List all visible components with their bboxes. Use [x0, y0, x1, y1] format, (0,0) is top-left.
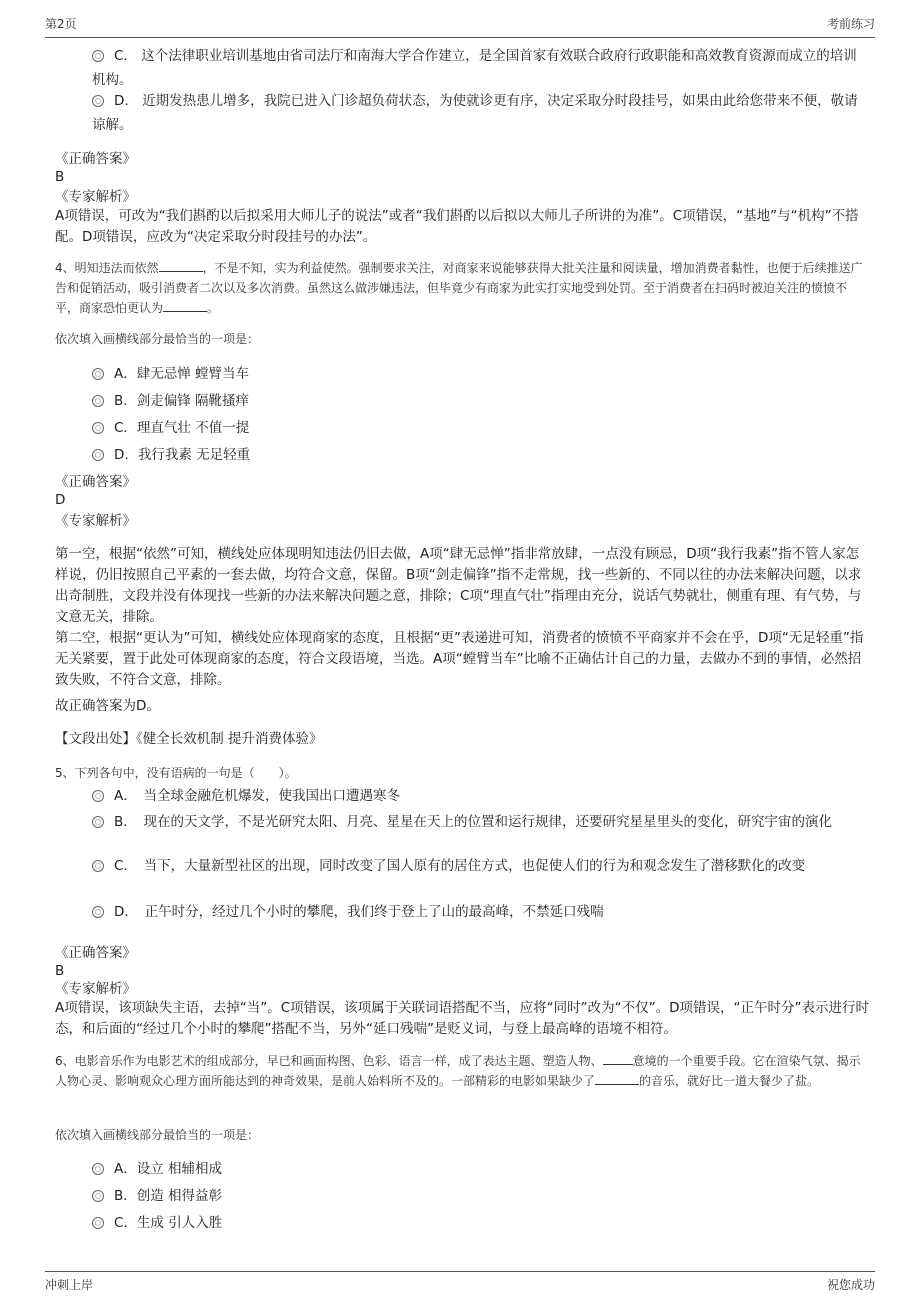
q4-analysis-para2: 第二空，根据“更认为”可知，横线处应体现商家的态度，且根据“更”表递进可知，消费者的愤愤不平商家并不会在乎，D项“无足轻重”指无关紧要，置于此处可体现商家的态度，符合文段语境，当选。A项“螳臂当车”比喻不正确估计自己的力量，去做办不到的事情，必然招致失败，不符合文意，排除。: [55, 630, 864, 688]
q4-option-d[interactable]: D．我行我素 无足轻重: [92, 443, 862, 467]
q3-option-d[interactable]: D. 近期发热患儿增多，我院已进入门诊超负荷状态，为使就诊更有序，决定采取分时段挂号，如果由此给您带来不便，敬请谅解。: [92, 93, 858, 133]
header-category: 考前练习: [826, 17, 875, 31]
q5-option-c[interactable]: C． 当下，大量新型社区的出现，同时改变了国人原有的居住方式，也促使人们的行为和观念发生了潜移默化的改变: [92, 854, 862, 878]
q4-instruction: 依次填入画横线部分最恰当的一项是：: [55, 332, 260, 346]
q5-option-b[interactable]: B． 现在的天文学，不是光研究太阳、月亮、星星在天上的位置和运行规律，还要研究星星里头的变化，研究宇宙的演化: [92, 810, 862, 834]
q4-stem: 4、明知违法而依然 ，不是不知，实为利益使然。强制要求关注，对商家来说能够获得大批关注量和阅读量，增加消费者黏性，也便于后续推送广告和促销活动，吸引消费者二次以及多次消费。虽然这么做涉嫌违法，但毕竟少有商家为此实打实地受到处罚。至于消费者在扫码时被迫关注的愤愤不平，商家恐怕更认为 。: [55, 261, 863, 315]
q5-analysis-label: 《专家解析》: [55, 981, 136, 997]
q4-option-b[interactable]: B．剑走偏锋 隔靴搔痒: [92, 389, 862, 413]
radio-icon[interactable]: [92, 1163, 104, 1175]
q6-stem: 6、电影音乐作为电影艺术的组成部分，早已和画面构图、色彩、语言一样，成了表达主题、塑造人物、 意境的一个重要手段。它在渲染气氛、揭示人物心灵、影响观众心理方面所能达到的神奇效果，是前人始料所不及的。一部精彩的电影如果缺少了 的音乐，就好比一道大餐少了盐。: [55, 1054, 861, 1088]
q6-instruction: 依次填入画横线部分最恰当的一项是：: [55, 1128, 260, 1142]
q4-source: 【文段出处】《健全长效机制 提升消费体验》: [55, 731, 323, 747]
footer-left: 冲刺上岸: [45, 1278, 94, 1292]
q6-option-b[interactable]: B．创造 相得益彰: [92, 1184, 862, 1208]
radio-icon[interactable]: [92, 449, 104, 461]
radio-icon[interactable]: [92, 906, 104, 918]
radio-icon[interactable]: [92, 816, 104, 828]
q4-conclusion: 故正确答案为D。: [55, 698, 160, 714]
q5-answer-label: 《正确答案》: [55, 945, 136, 961]
q3-answer: B: [55, 169, 65, 185]
radio-icon[interactable]: [92, 95, 104, 107]
q5-option-a[interactable]: A． 当全球金融危机爆发，使我国出口遭遇寒冬: [92, 784, 862, 808]
q6-option-c[interactable]: C．生成 引人入胜: [92, 1211, 862, 1235]
footer-right: 祝您成功: [826, 1278, 875, 1292]
q5-stem: 5、下列各句中，没有语病的一句是（ ）。: [55, 766, 297, 780]
q3-option-c[interactable]: C. 这个法律职业培训基地由省司法厅和南海大学合作建立，是全国首家有效联合政府行政职能和高效教育资源而成立的培训机构。: [92, 48, 857, 88]
blank-line: [595, 1072, 639, 1085]
q3-analysis-label: 《专家解析》: [55, 189, 136, 205]
q4-option-c[interactable]: C．理直气壮 不值一提: [92, 416, 862, 440]
blank-line: [159, 259, 203, 272]
q4-analysis-label: 《专家解析》: [55, 513, 136, 529]
radio-icon[interactable]: [92, 790, 104, 802]
q3-answer-label: 《正确答案》: [55, 151, 136, 167]
q6-option-a[interactable]: A．设立 相辅相成: [92, 1157, 862, 1181]
blank-line: [603, 1052, 633, 1065]
radio-icon[interactable]: [92, 1190, 104, 1202]
q5-answer: B: [55, 963, 65, 979]
q3-analysis: A项错误，可改为“我们斟酌以后拟采用大师儿子的说法”或者“我们斟酌以后拟以大师儿子所讲的为准”。C项错误，“基地”与“机构”不搭配。D项错误，应改为“决定采取分时段挂号的办法”。: [55, 208, 859, 245]
radio-icon[interactable]: [92, 368, 104, 380]
radio-icon[interactable]: [92, 395, 104, 407]
radio-icon[interactable]: [92, 1217, 104, 1229]
q5-analysis: A项错误，该项缺失主语，去掉“当”。C项错误，该项属于关联词语搭配不当，应将“同时”改为“不仅”。D项错误，“正午时分”表示进行时态，和后面的“经过几个小时的攀爬”搭配不当，另外“延口残喘”是贬义词，与登上最高峰的语境不相符。: [55, 1000, 870, 1037]
blank-line: [163, 299, 207, 312]
q4-option-a[interactable]: A．肆无忌惮 螳臂当车: [92, 362, 862, 386]
page-footer: [45, 1271, 875, 1293]
radio-icon[interactable]: [92, 50, 104, 62]
q4-analysis-para1: 第一空，根据“依然”可知，横线处应体现明知违法仍旧去做，A项“肆无忌惮”指非常放肆，一点没有顾忌，D项“我行我素”指不管人家怎样说，仍旧按照自己平素的一套去做，均符合文意，保留。B项“剑走偏锋”指不走常规，找一些新的、不同以往的办法来解决问题，以求出奇制胜，文段并没有体现找一些新的办法来解决问题之意，排除；C项“理直气壮”指理由充分，说话气势就壮，侧重有理、有气势，与文意无关，排除。: [55, 546, 862, 625]
page-number: 第2页: [45, 17, 77, 31]
q4-answer: D: [55, 492, 66, 508]
page-header: [45, 15, 875, 38]
q4-answer-label: 《正确答案》: [55, 474, 136, 490]
q5-option-d[interactable]: D． 正午时分，经过几个小时的攀爬，我们终于登上了山的最高峰，不禁延口残喘: [92, 900, 862, 924]
radio-icon[interactable]: [92, 860, 104, 872]
radio-icon[interactable]: [92, 422, 104, 434]
